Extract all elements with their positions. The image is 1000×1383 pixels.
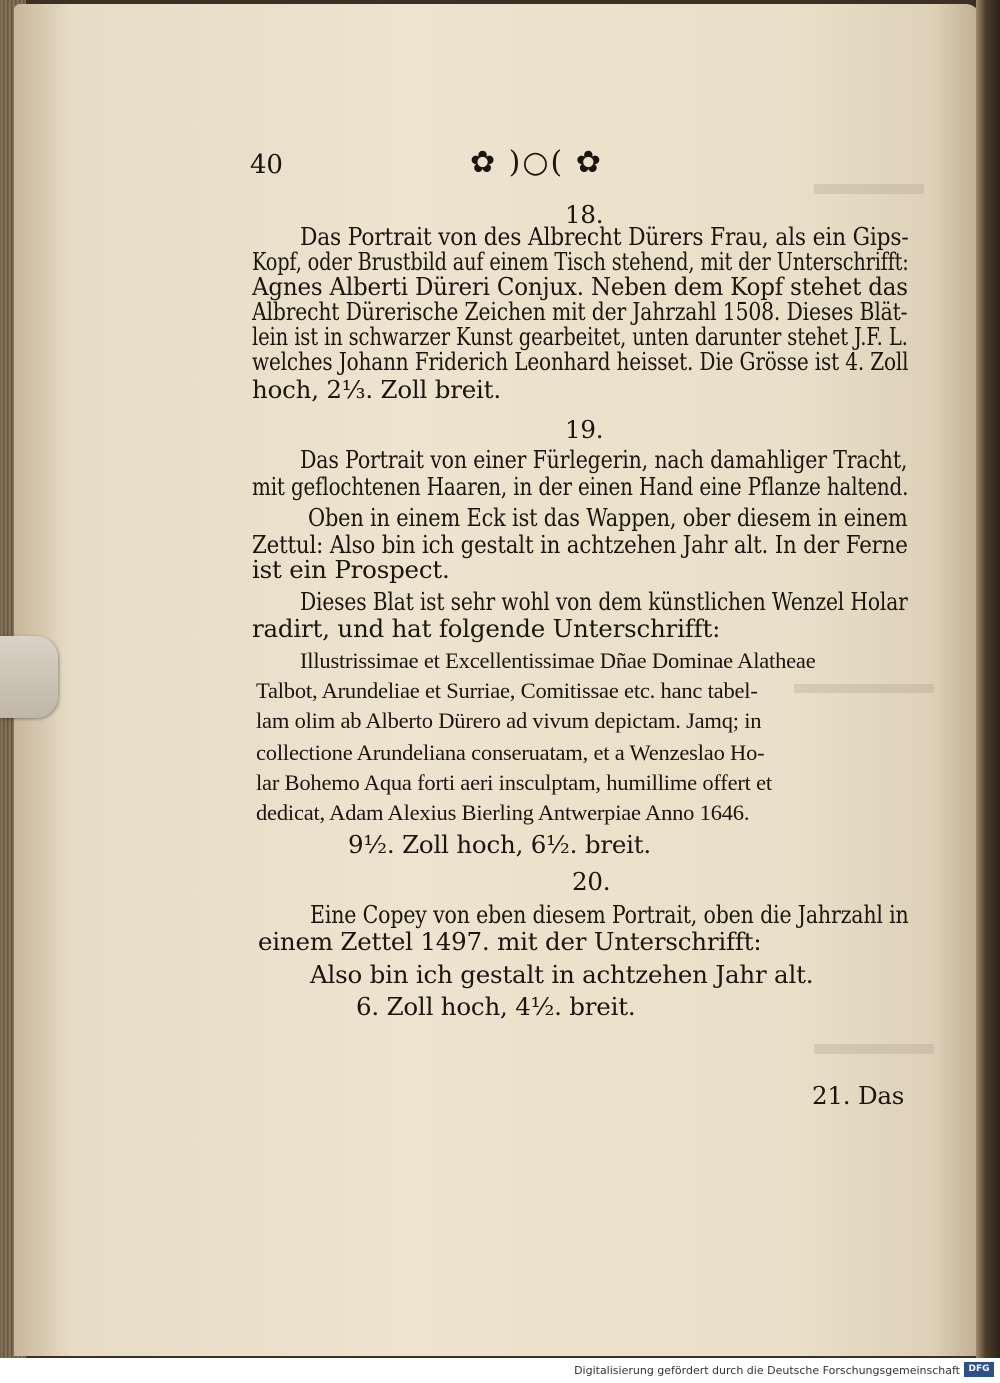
dimensions-line: 9½. Zoll hoch, 6½. breit.: [348, 830, 652, 859]
latin-inscription-line: lam olim ab Alberto Dürero ad vivum depictam. Jamq; in: [256, 708, 762, 733]
text-line: Eine Copey von eben diesem Portrait, oben die Jahrzahl in: [310, 900, 909, 929]
right-binding-shadow: [976, 0, 1000, 1358]
page-clip: [0, 636, 58, 718]
text-line: mit geflochtenen Haaren, in der einen Hand eine Pflanze haltend.: [252, 472, 909, 501]
header-ornament: ✿ )○( ✿: [470, 145, 603, 180]
entry-number: 20.: [572, 867, 611, 896]
text-line: lein ist in schwarzer Kunst gearbeitet, unten darunter stehet J.F. L.: [252, 322, 908, 351]
entry-number: 19.: [565, 415, 604, 444]
text-line: Das Portrait von des Albrecht Dürers Frau, als ein Gips-: [300, 222, 909, 251]
text-line: Oben in einem Eck ist das Wappen, ober diesem in einem: [308, 503, 908, 532]
digitization-footer: [0, 1358, 1000, 1383]
text-line: Dieses Blat ist sehr wohl von dem künstlichen Wenzel Holar: [300, 587, 908, 616]
text-line: Albrecht Dürerische Zeichen mit der Jahrzahl 1508. Dieses Blät-: [252, 297, 908, 326]
latin-inscription-line: collectione Arundeliana conseruatam, et a Wenzeslao Ho-: [256, 740, 765, 765]
footer-credit: Digitalisierung gefördert durch die Deutsche Forschungsgemeinschaft: [574, 1364, 960, 1377]
dimensions-line: 6. Zoll hoch, 4½. breit.: [356, 992, 636, 1021]
text-line: hoch, 2⅓. Zoll breit.: [252, 375, 501, 404]
dfg-logo: DFG: [964, 1362, 994, 1377]
entry-number: 18.: [565, 200, 604, 229]
text-line: radirt, und hat folgende Unterschrifft:: [252, 614, 721, 643]
text-line: ist ein Prospect.: [252, 555, 450, 584]
latin-inscription-line: lar Bohemo Aqua forti aeri insculptam, humillime offert et: [256, 770, 772, 795]
text-line: welches Johann Friderich Leonhard heisset. Die Grösse ist 4. Zoll: [252, 347, 909, 376]
text-line: Also bin ich gestalt in achtzehen Jahr alt.: [310, 960, 814, 989]
catchword: 21. Das: [812, 1081, 905, 1110]
page-number: 40: [250, 150, 283, 180]
text-line: Das Portrait von einer Fürlegerin, nach damahliger Tracht,: [300, 445, 908, 474]
text-line: Agnes Alberti Düreri Conjux. Neben dem Kopf stehet das: [252, 272, 908, 301]
text-line: Kopf, oder Brustbild auf einem Tisch stehend, mit der Unterschrifft:: [252, 247, 909, 276]
latin-inscription-line: dedicat, Adam Alexius Bierling Antwerpiae Anno 1646.: [256, 800, 750, 825]
text-line: Zettul: Also bin ich gestalt in achtzehen Jahr alt. In der Ferne: [252, 530, 908, 559]
latin-inscription-line: Talbot, Arundeliae et Surriae, Comitissae etc. hanc tabel-: [256, 678, 758, 703]
text-line: einem Zettel 1497. mit der Unterschrifft:: [258, 927, 762, 956]
latin-inscription-line: Illustrissimae et Excellentissimae Dñae Dominae Alatheae: [300, 648, 816, 673]
